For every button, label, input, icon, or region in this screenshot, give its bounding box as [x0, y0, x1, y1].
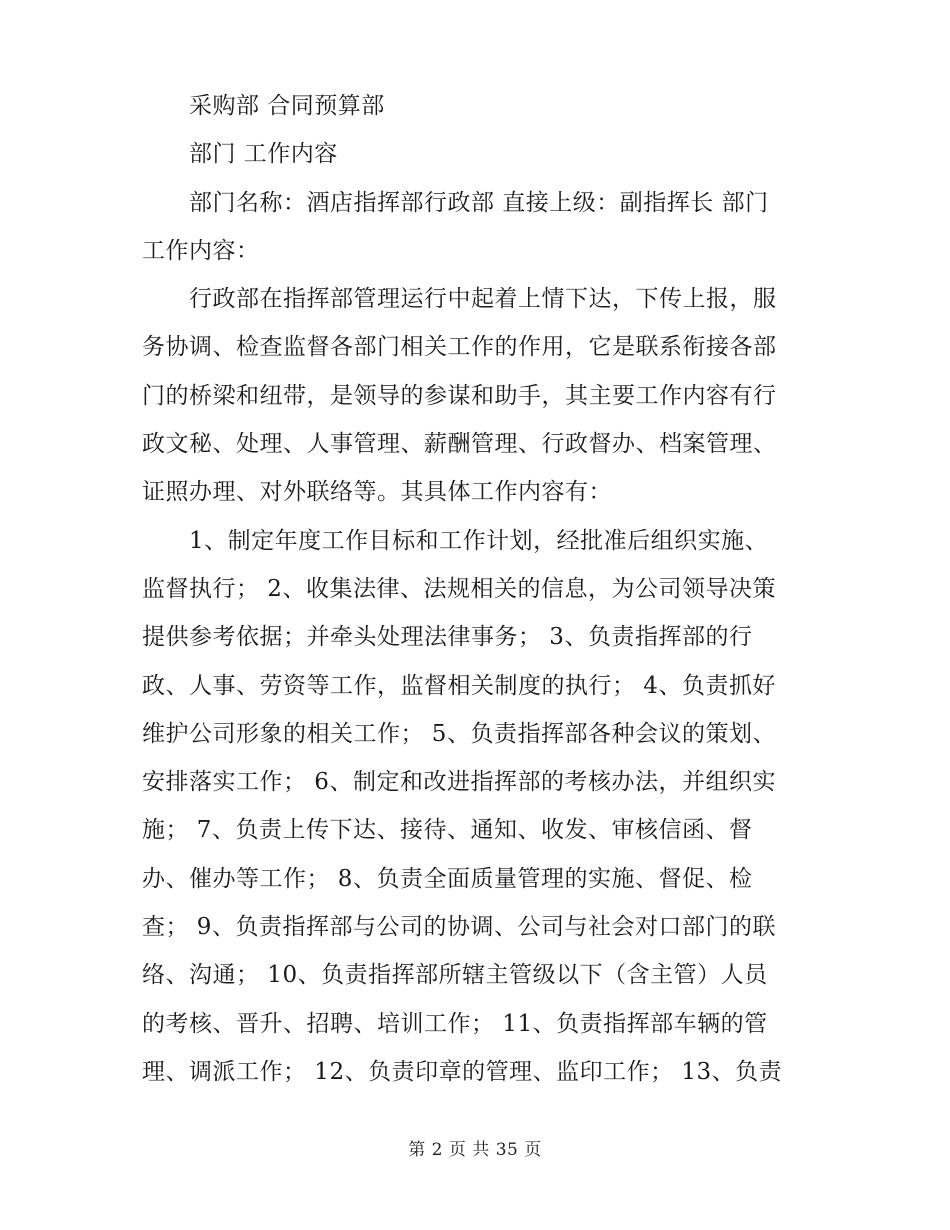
- text-line: 1、制定年度工作目标和工作计划，经批准后组织实施、: [189, 527, 769, 554]
- document-body: [142, 82, 810, 1096]
- text-line: 提供参考依据；并牵头处理法律事务； 3、负责指挥部的行: [142, 624, 753, 651]
- text-line: 监督执行； 2、收集法律、法规相关的信息，为公司领导决策: [142, 575, 776, 602]
- text-line: 办、催办等工作； 8、负责全面质量管理的实施、督促、检: [142, 865, 753, 892]
- text-line: 部门名称：酒店指挥部行政部 直接上级：副指挥长 部门: [189, 189, 769, 216]
- text-line: 的考核、晋升、招聘、培训工作； 11、负责指挥部车辆的管: [142, 1010, 768, 1037]
- text-line: 部门 工作内容: [189, 141, 338, 168]
- text-line: 行政部在指挥部管理运行中起着上情下达，下传上报，服: [189, 286, 777, 313]
- text-line: 证照办理、对外联络等。其具体工作内容有：: [142, 479, 612, 506]
- page-number-footer: 第 2 页 共 35 页: [408, 1140, 542, 1160]
- text-line: 务协调、检查监督各部门相关工作的作用，它是联系衔接各部: [142, 334, 777, 361]
- text-line: 理、调派工作； 12、负责印章的管理、监印工作； 13、负责: [142, 1058, 783, 1085]
- text-line: 工作内容：: [142, 237, 260, 264]
- text-line: 政文秘、处理、人事管理、薪酬管理、行政督办、档案管理、: [142, 431, 777, 458]
- text-line: 门的桥梁和纽带，是领导的参谋和助手，其主要工作内容有行: [142, 382, 777, 409]
- text-line: 络、沟通； 10、负责指挥部所辖主管级以下（含主管）人员: [142, 962, 768, 989]
- text-line: 维护公司形象的相关工作； 5、负责指挥部各种会议的策划、: [142, 720, 776, 747]
- text-line: 采购部 合同预算部: [189, 93, 385, 119]
- text-line: 安排落实工作； 6、制定和改进指挥部的考核办法，并组织实: [142, 769, 776, 796]
- text-line: 施； 7、负责上传下达、接待、通知、收发、审核信函、督: [142, 817, 753, 844]
- text-line: 政、人事、劳资等工作，监督相关制度的执行； 4、负责抓好: [142, 672, 776, 699]
- text-line: 查； 9、负责指挥部与公司的协调、公司与社会对口部门的联: [142, 914, 776, 941]
